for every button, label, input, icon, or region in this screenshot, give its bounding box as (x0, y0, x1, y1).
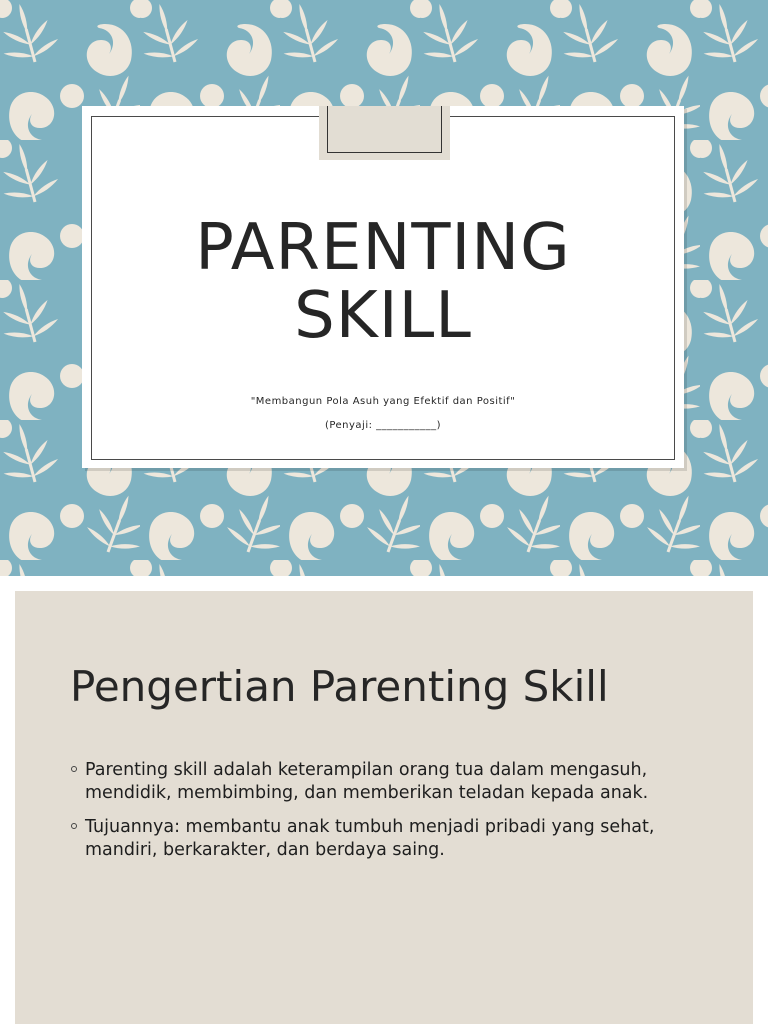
bullet-text: Parenting skill adalah keterampilan orang tua dalam mengasuh, mendidik, membimbing, dan memberikan teladan kepada anak. (85, 760, 649, 803)
slide-heading: Pengertian Parenting Skill (70, 662, 609, 711)
bullet-item (70, 816, 710, 862)
bullet-text: Tujuannya: membantu anak tumbuh menjadi pribadi yang sehat, mandiri, berkarakter, dan berdaya saing. (85, 817, 655, 860)
bullet-list (70, 759, 710, 873)
title-card (82, 106, 684, 468)
presenter-line: (Penyaji: ___________) (324, 420, 442, 431)
title-line-2: SKILL (294, 279, 472, 353)
slide-subtitle: "Membangun Pola Asuh yang Efektif dan Positif" (250, 396, 516, 407)
bullet-circle-icon (71, 766, 77, 772)
bullet-item (70, 759, 710, 805)
bullet-circle-icon (71, 823, 77, 829)
content-slide (15, 591, 753, 1024)
slide-title (82, 211, 684, 353)
card-tab-inner (327, 106, 442, 153)
title-line-1: PARENTING (195, 211, 571, 285)
card-tab (319, 106, 450, 160)
